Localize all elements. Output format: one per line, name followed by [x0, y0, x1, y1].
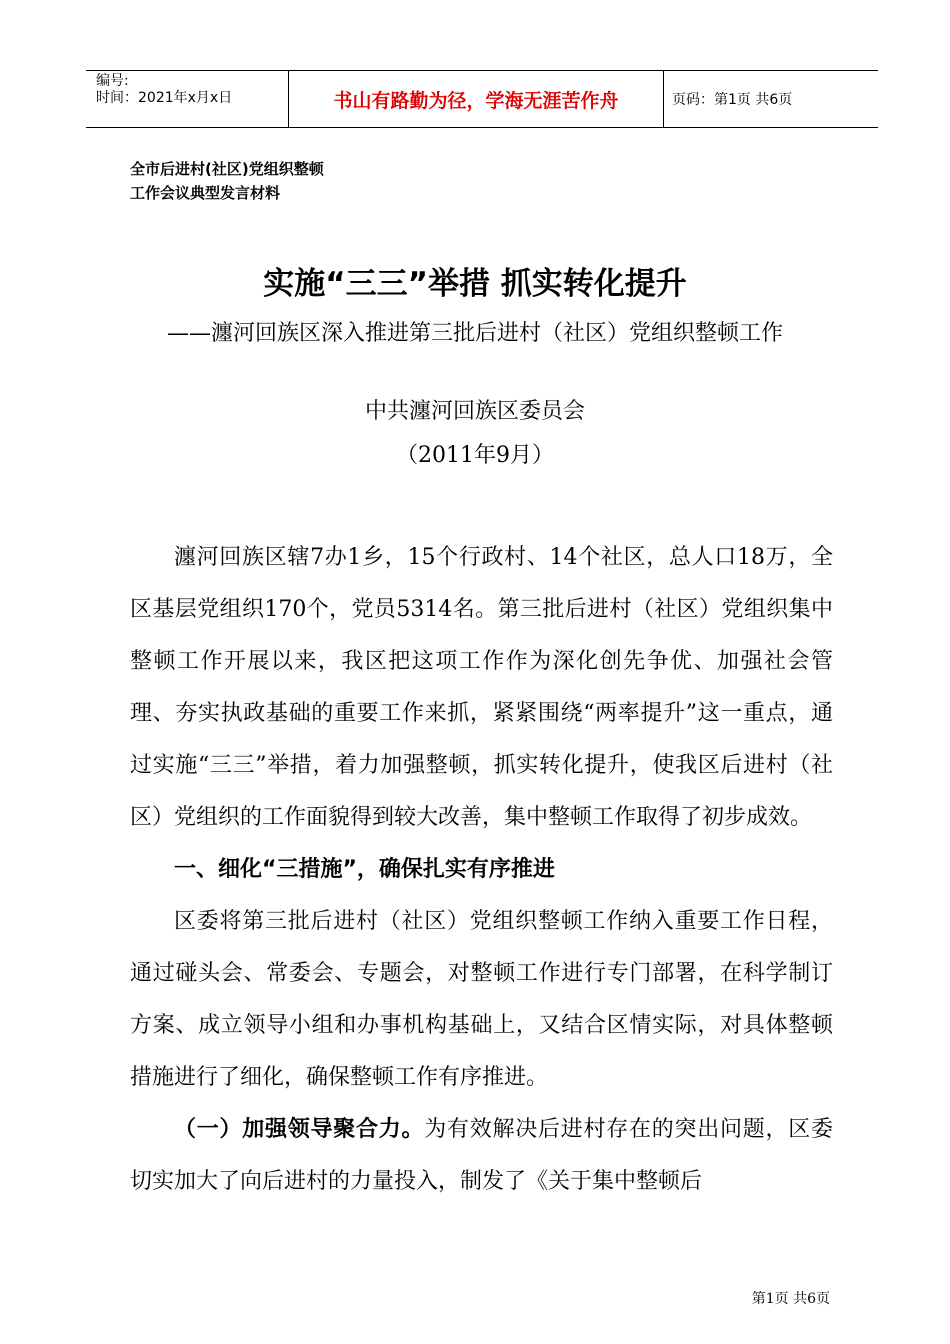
body-paragraph [130, 1104, 833, 1208]
time-label: 时间：2021年x月x日 [96, 90, 233, 106]
header-table [86, 70, 878, 128]
intro-heading [130, 157, 324, 205]
section-heading: 一、细化“三措施”，确保扎实有序推进 [174, 857, 555, 882]
intro-line-1: 全市后进村(社区)党组织整顿 [130, 160, 324, 178]
document-date: （2011年9月） [396, 443, 554, 468]
header-motto-cell [288, 71, 664, 127]
subsection-text: 为有效解决后进村存在的突出问题，区委切实加大了向后进村的力量投入，制发了《关于集中整顿后 [130, 1117, 833, 1194]
page-footer: 第1页 共6页 [751, 1291, 830, 1307]
header-page-label: 页码：第1页 共6页 [672, 92, 793, 108]
number-label: 编号: [96, 73, 129, 89]
intro-line-2: 工作会议典型发言材料 [130, 184, 281, 202]
document-title: 实施“三三”举措 抓实转化提升 [263, 266, 687, 302]
header-motto: 书山有路勤为径，学海无涯苦作舟 [333, 89, 619, 112]
header-meta [86, 71, 288, 127]
organization-name: 中共瀍河回族区委员会 [364, 399, 585, 424]
body-paragraph: 瀍河回族区辖7办1乡，15个行政村、14个社区，总人口18万，全区基层党组织170个，党员5314名。第三批后进村（社区）党组织集中整顿工作开展以来，我区把这项工作作为深化创先争优、加强社会管理、夯实执政基础的重要工作来抓，紧紧围绕“两率提升”这一重点，通过实施“三三”举措，着力加强整顿，抓实转化提升，使我区后进村（社区）党组织的工作面貌得到较大改善，集中整顿工作取得了初步成效。 [130, 545, 833, 830]
document-subtitle: ——瀍河回族区深入推进第三批后进村（社区）党组织整顿工作 [166, 321, 783, 346]
subsection-lead: （一）加强领导聚合力。 [174, 1117, 425, 1142]
document-body [130, 532, 833, 1208]
body-paragraph: 区委将第三批后进村（社区）党组织整顿工作纳入重要工作日程，通过碰头会、常委会、专题会，对整顿工作进行专门部署，在科学制订方案、成立领导小组和办事机构基础上，又结合区情实际，对具体整顿措施进行了细化，确保整顿工作有序推进。 [130, 909, 833, 1090]
